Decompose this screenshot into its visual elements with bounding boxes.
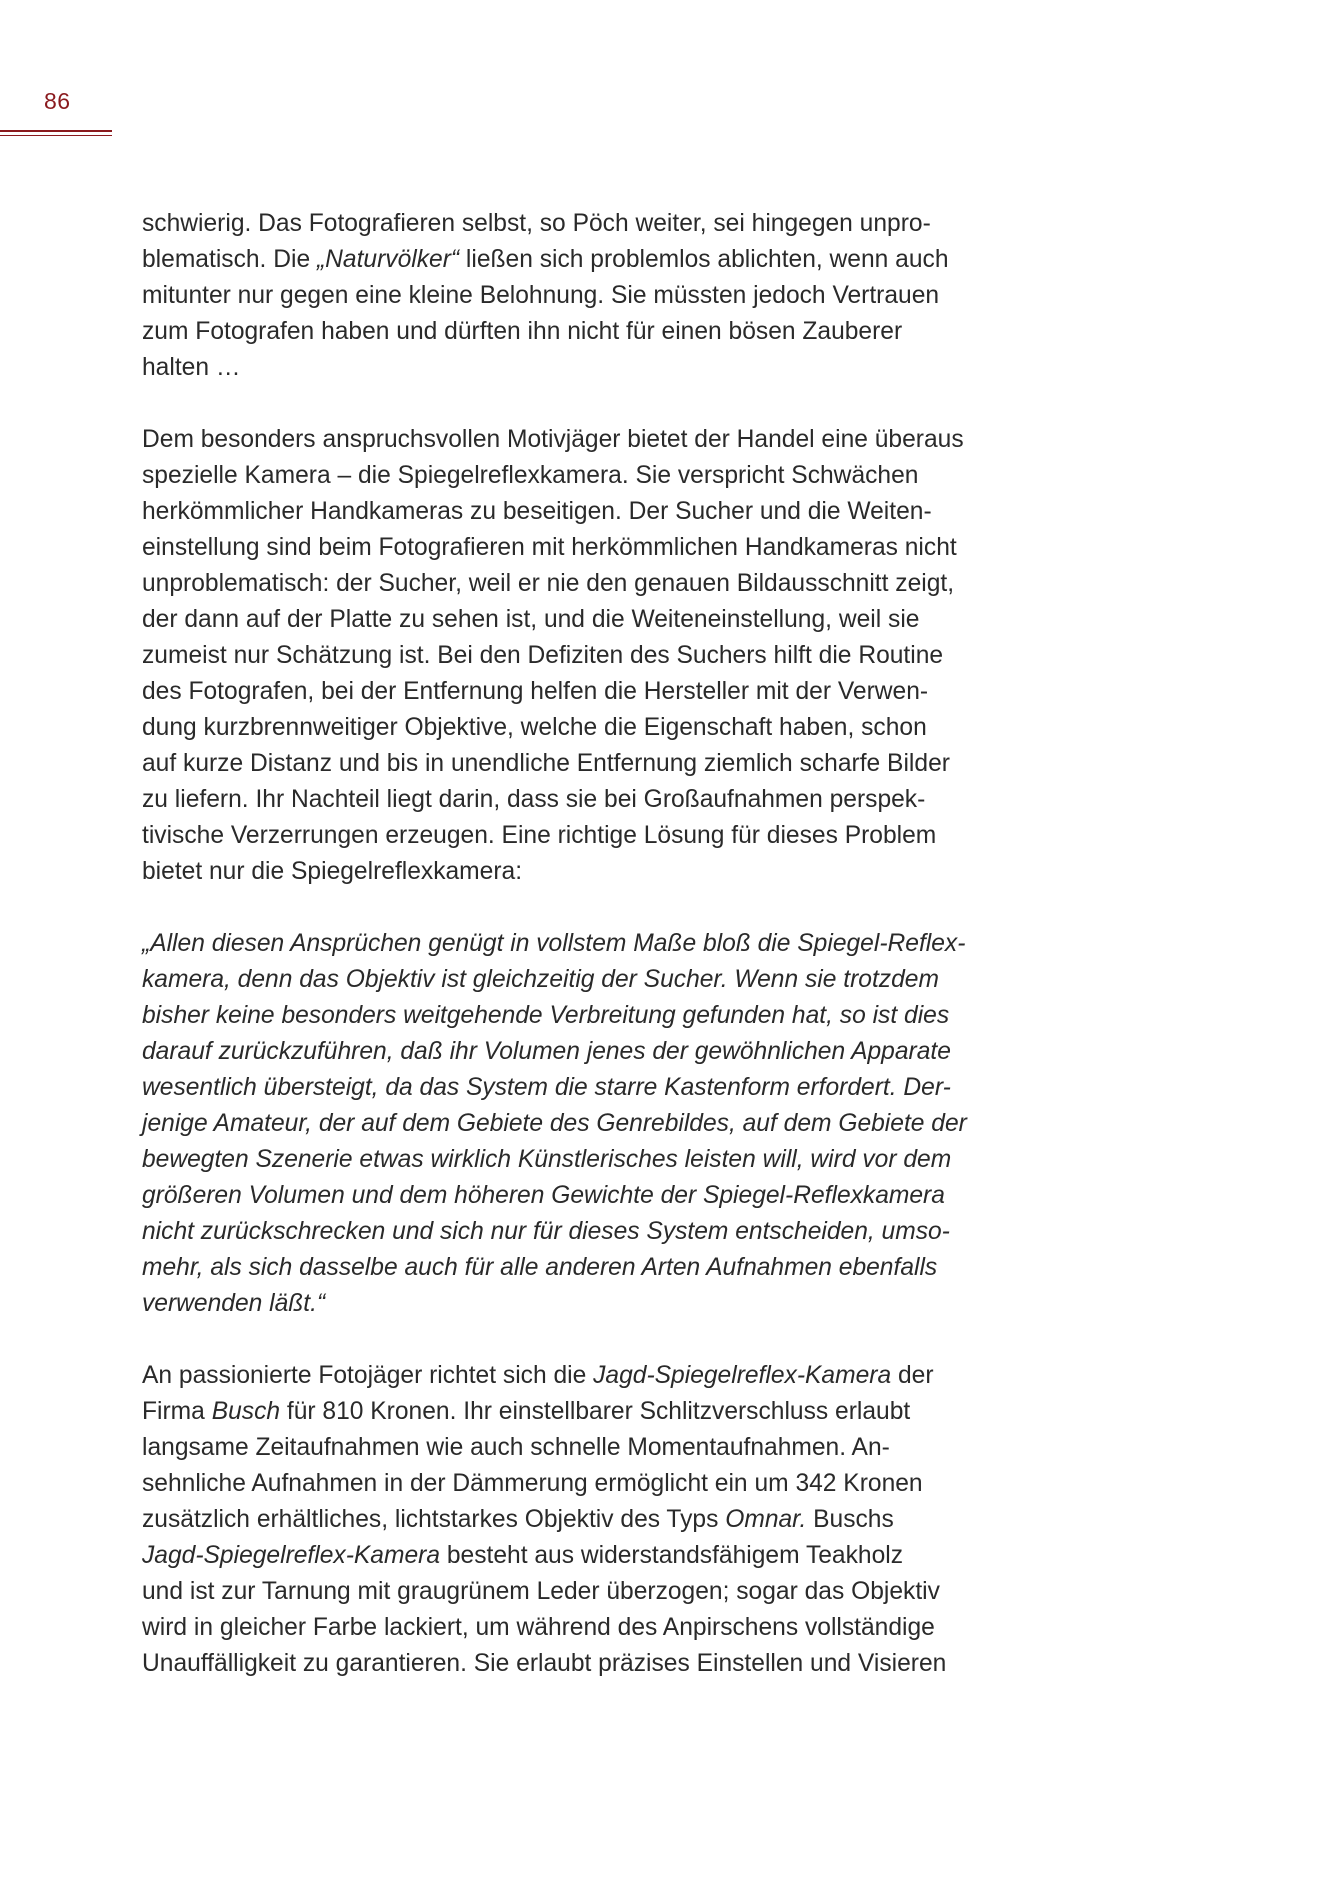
text-line [142, 926, 1042, 962]
text-line [142, 1214, 1042, 1250]
text-segment: herkömmlicher Handkameras zu beseitigen. Der Sucher und die Weiten- [142, 498, 932, 525]
text-line [142, 314, 1042, 350]
text-segment: besteht aus widerstandsfähigem Teakholz [440, 1542, 904, 1569]
text-line [142, 746, 1042, 782]
paragraph [142, 206, 1042, 386]
text-line [142, 1286, 1042, 1322]
text-segment: zu liefern. Ihr Nachteil liegt darin, dass sie bei Großaufnahmen perspek- [142, 786, 926, 813]
text-line [142, 1250, 1042, 1286]
text-line [142, 242, 1042, 278]
text-line [142, 962, 1042, 998]
text-line [142, 530, 1042, 566]
text-line [142, 602, 1042, 638]
text-line [142, 458, 1042, 494]
text-line [142, 1646, 1042, 1682]
text-segment: verwenden läßt.“ [142, 1290, 326, 1317]
text-line [142, 1502, 1042, 1538]
text-segment: spezielle Kamera – die Spiegelreflexkamera. Sie verspricht Schwächen [142, 462, 919, 489]
header-rule-thin [0, 135, 112, 136]
text-segment: bewegten Szenerie etwas wirklich Künstlerisches leisten will, wird vor dem [142, 1146, 952, 1173]
text-segment: sehnliche Aufnahmen in der Dämmerung ermöglicht ein um 342 Kronen [142, 1470, 923, 1497]
text-segment: halten … [142, 354, 241, 381]
text-line [142, 1394, 1042, 1430]
text-line [142, 1430, 1042, 1466]
text-line [142, 1610, 1042, 1646]
text-segment: zusätzlich erhältliches, lichtstarkes Objektiv des Typs [142, 1506, 726, 1533]
text-line [142, 818, 1042, 854]
text-line [142, 1034, 1042, 1070]
text-line [142, 674, 1042, 710]
text-segment: größeren Volumen und dem höheren Gewichte der Spiegel-Reflexkamera [142, 1182, 945, 1209]
paragraph [142, 422, 1042, 890]
text-line [142, 566, 1042, 602]
text-segment: schwierig. Das Fotografieren selbst, so Pöch weiter, sei hingegen unpro- [142, 210, 931, 237]
text-segment: jenige Amateur, der auf dem Gebiete des Genrebildes, auf dem Gebiete der [142, 1110, 967, 1137]
text-segment: blematisch. Die [142, 246, 317, 273]
text-line [142, 494, 1042, 530]
text-segment: mehr, als sich dasselbe auch für alle anderen Arten Aufnahmen ebenfalls [142, 1254, 938, 1281]
text-line [142, 1142, 1042, 1178]
text-line [142, 1574, 1042, 1610]
text-segment: bisher keine besonders weitgehende Verbreitung gefunden hat, so ist dies [142, 1002, 950, 1029]
text-segment: darauf zurückzuführen, daß ihr Volumen jenes der gewöhnlichen Apparate [142, 1038, 951, 1065]
text-line [142, 350, 1042, 386]
text-segment: ließen sich problemlos ablichten, wenn auch [459, 246, 949, 273]
text-segment: auf kurze Distanz und bis in unendliche Entfernung ziemlich scharfe Bilder [142, 750, 950, 777]
text-line [142, 1178, 1042, 1214]
italic-text: Omnar. [725, 1506, 807, 1533]
italic-text: Jagd-Spiegelreflex-Kamera [593, 1362, 892, 1389]
text-line [142, 710, 1042, 746]
text-line [142, 1538, 1042, 1574]
text-segment: Buschs [806, 1506, 894, 1533]
text-line [142, 1106, 1042, 1142]
page-number: 86 [44, 88, 71, 114]
text-segment: mitunter nur gegen eine kleine Belohnung. Sie müssten jedoch Vertrauen [142, 282, 940, 309]
text-segment: unproblematisch: der Sucher, weil er nie den genauen Bildausschnitt zeigt, [142, 570, 955, 597]
text-segment: für 810 Kronen. Ihr einstellbarer Schlitzverschluss erlaubt [280, 1398, 911, 1425]
text-segment: Unauffälligkeit zu garantieren. Sie erlaubt präzises Einstellen und Visieren [142, 1650, 947, 1677]
text-line [142, 782, 1042, 818]
text-segment: der [891, 1362, 934, 1389]
header-rule [0, 130, 112, 132]
text-segment: kamera, denn das Objektiv ist gleichzeitig der Sucher. Wenn sie trotzdem [142, 966, 939, 993]
text-line [142, 278, 1042, 314]
text-segment: nicht zurückschrecken und sich nur für dieses System entscheiden, umso- [142, 1218, 950, 1245]
text-segment: langsame Zeitaufnahmen wie auch schnelle Momentaufnahmen. An- [142, 1434, 890, 1461]
text-segment: dung kurzbrennweitiger Objektive, welche die Eigenschaft haben, schon [142, 714, 927, 741]
text-segment: des Fotografen, bei der Entfernung helfen die Hersteller mit der Verwen- [142, 678, 929, 705]
text-segment: bietet nur die Spiegelreflexkamera: [142, 858, 523, 885]
text-segment: zum Fotografen haben und dürften ihn nicht für einen bösen Zauberer [142, 318, 903, 345]
italic-text: „Naturvölker“ [316, 246, 460, 273]
text-segment: einstellung sind beim Fotografieren mit herkömmlichen Handkameras nicht [142, 534, 957, 561]
text-segment: der dann auf der Platte zu sehen ist, und die Weiteneinstellung, weil sie [142, 606, 920, 633]
text-segment: wird in gleicher Farbe lackiert, um während des Anpirschens vollständige [142, 1614, 935, 1641]
text-line [142, 206, 1042, 242]
italic-text: Busch [211, 1398, 281, 1425]
text-line [142, 1358, 1042, 1394]
text-segment: Firma [142, 1398, 212, 1425]
text-line [142, 998, 1042, 1034]
text-segment: An passionierte Fotojäger richtet sich die [142, 1362, 594, 1389]
body-text [142, 206, 1042, 1682]
text-line [142, 638, 1042, 674]
text-segment: „Allen diesen Ansprüchen genügt in vollstem Maße bloß die Spiegel-Reflex- [142, 930, 966, 957]
text-line [142, 1466, 1042, 1502]
text-line [142, 1070, 1042, 1106]
text-line [142, 422, 1042, 458]
paragraph [142, 1358, 1042, 1682]
italic-text: Jagd-Spiegelreflex-Kamera [142, 1542, 441, 1569]
block-quote [142, 926, 1042, 1322]
text-segment: zumeist nur Schätzung ist. Bei den Defiziten des Suchers hilft die Routine [142, 642, 944, 669]
text-line [142, 854, 1042, 890]
text-segment: tivische Verzerrungen erzeugen. Eine richtige Lösung für dieses Problem [142, 822, 937, 849]
text-segment: und ist zur Tarnung mit graugrünem Leder überzogen; sogar das Objektiv [142, 1578, 940, 1605]
text-segment: Dem besonders anspruchsvollen Motivjäger bietet der Handel eine überaus [142, 426, 964, 453]
text-segment: wesentlich übersteigt, da das System die starre Kastenform erfordert. Der- [142, 1074, 951, 1101]
